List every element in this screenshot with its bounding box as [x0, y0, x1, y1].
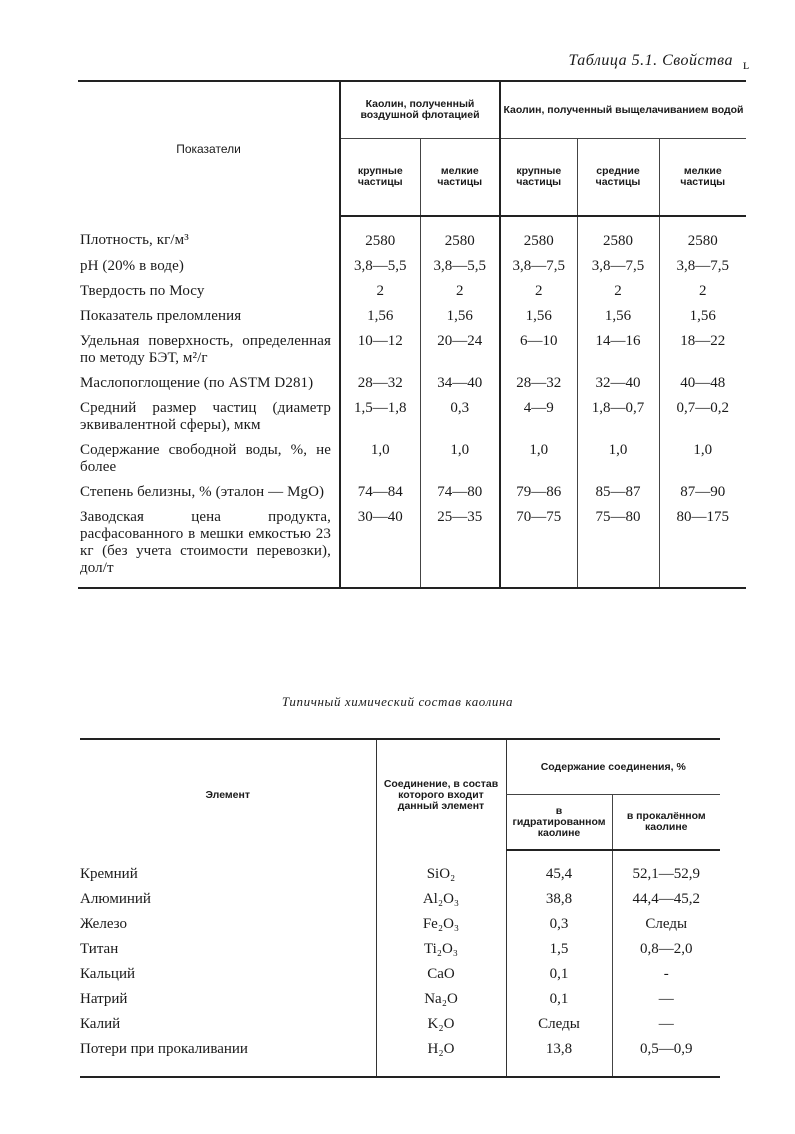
cell: 0,5—0,9	[612, 1037, 720, 1077]
compound-formula: Ti₂O₃	[376, 937, 506, 962]
header-compound: Соединение, в состав которого входит данный элемент	[376, 739, 506, 850]
subheader-air-fine: мелкие частицы	[420, 139, 500, 217]
table-row	[78, 304, 746, 329]
table-row	[78, 279, 746, 304]
cell: 44,4—45,2	[612, 887, 720, 912]
cell: —	[612, 1012, 720, 1037]
cell: 2	[420, 279, 500, 304]
cell: 28—32	[340, 371, 420, 396]
properties-table	[78, 80, 746, 589]
table-row	[78, 254, 746, 279]
table-row	[78, 216, 746, 254]
element-name: Потери при прокаливании	[80, 1037, 376, 1077]
cell: 18—22	[659, 329, 746, 371]
compound-formula: Na₂O	[376, 987, 506, 1012]
cell: 70—75	[500, 505, 577, 588]
compound-formula: Fe₂O₃	[376, 912, 506, 937]
cell: 3,8—5,5	[420, 254, 500, 279]
header-calcined: в прокалённом каолине	[612, 795, 720, 851]
table-row	[80, 962, 720, 987]
cell: 1,5—1,8	[340, 396, 420, 438]
cell: 52,1—52,9	[612, 850, 720, 887]
header-group-water: Каолин, полученный выщелачиванием водой	[500, 81, 746, 139]
row-label: Средний размер частиц (диаметр эквивалентной сферы), мкм	[80, 400, 331, 433]
cell: 3,8—5,5	[340, 254, 420, 279]
cell: 0,1	[506, 987, 612, 1012]
cell: 74—80	[420, 480, 500, 505]
cell: 30—40	[340, 505, 420, 588]
row-label: Степень белизны, % (эталон — MgO)	[80, 484, 325, 500]
cell: 87—90	[659, 480, 746, 505]
cell: 3,8—7,5	[577, 254, 659, 279]
cell: 75—80	[577, 505, 659, 588]
header-hydrated: в гидратированном каолине	[506, 795, 612, 851]
row-label: Удельная поверхность, определенная по методу БЭТ, м²/г	[80, 333, 331, 366]
table-row	[80, 912, 720, 937]
table-row	[78, 438, 746, 480]
subheader-air-coarse: крупные частицы	[340, 139, 420, 217]
caption-mark: ʟ	[742, 58, 749, 73]
element-name: Кальций	[80, 966, 136, 982]
cell: 1,0	[577, 438, 659, 480]
cell: 2	[577, 279, 659, 304]
cell: 25—35	[420, 505, 500, 588]
row-label: pH (20% в воде)	[80, 258, 184, 274]
cell: 1,56	[500, 304, 577, 329]
cell: 85—87	[577, 480, 659, 505]
compound-formula: SiO₂	[376, 850, 506, 887]
header-param: Показатели	[78, 81, 340, 216]
cell: 0,8—2,0	[612, 937, 720, 962]
cell: 3,8—7,5	[500, 254, 577, 279]
cell: 1,8—0,7	[577, 396, 659, 438]
table-row	[80, 987, 720, 1012]
cell: 2580	[420, 216, 500, 254]
cell: 1,56	[659, 304, 746, 329]
cell: 6—10	[500, 329, 577, 371]
table-caption: Таблица 5.1. Свойства	[568, 52, 733, 69]
compound-formula: Al₂O₃	[376, 887, 506, 912]
cell: 0,1	[506, 962, 612, 987]
row-label: Заводская цена продукта, расфасованного в мешки емкостью 23 кг (без учета стоимости перевозки), дол/т	[78, 505, 340, 588]
compound-formula: H₂O	[376, 1037, 506, 1077]
table-row	[80, 887, 720, 912]
row-label: Маслопоглощение (по ASTM D281)	[80, 375, 314, 391]
cell: 0,7—0,2	[659, 396, 746, 438]
table-row	[78, 371, 746, 396]
table-row	[80, 937, 720, 962]
cell: —	[612, 987, 720, 1012]
row-label: Твердость по Мосу	[80, 283, 205, 299]
cell: 32—40	[577, 371, 659, 396]
cell: 3,8—7,5	[659, 254, 746, 279]
cell: Следы	[506, 1012, 612, 1037]
cell: 0,3	[420, 396, 500, 438]
compound-formula: K₂O	[376, 1012, 506, 1037]
element-name: Натрий	[80, 991, 128, 1007]
row-label: Плотность, кг/м³	[80, 232, 189, 248]
subheader-water-medium: средние частицы	[577, 139, 659, 217]
header-content: Содержание соединения, %	[506, 739, 720, 795]
table-row	[78, 505, 746, 588]
table-row	[80, 1012, 720, 1037]
cell: 1,5	[506, 937, 612, 962]
cell: 79—86	[500, 480, 577, 505]
cell: 80—175	[659, 505, 746, 588]
chemical-composition-title: Типичный химический состав каолина	[281, 694, 514, 709]
element-name: Кремний	[80, 865, 138, 882]
subheader-water-coarse: крупные частицы	[500, 139, 577, 217]
cell: 38,8	[506, 887, 612, 912]
element-name: Алюминий	[80, 891, 151, 907]
cell: 13,8	[506, 1037, 612, 1077]
cell: 2580	[340, 216, 420, 254]
cell: 45,4	[506, 850, 612, 887]
cell: 2	[659, 279, 746, 304]
cell: 2580	[577, 216, 659, 254]
cell: 1,0	[340, 438, 420, 480]
cell: 20—24	[420, 329, 500, 371]
row-label: Показатель преломления	[80, 308, 242, 324]
cell: 34—40	[420, 371, 500, 396]
table-row	[78, 480, 746, 505]
cell: 1,56	[420, 304, 500, 329]
table-row	[80, 850, 720, 887]
header-group-air: Каолин, полученный воздушной флотацией	[340, 81, 500, 139]
element-name: Калий	[80, 1016, 121, 1032]
row-label: Содержание свободной воды, %, не более	[80, 442, 331, 475]
table-row	[80, 1037, 720, 1077]
cell: 74—84	[340, 480, 420, 505]
element-name: Железо	[80, 916, 127, 932]
cell: 40—48	[659, 371, 746, 396]
cell: 10—12	[340, 329, 420, 371]
table-row	[78, 396, 746, 438]
cell: 28—32	[500, 371, 577, 396]
table-row	[78, 329, 746, 371]
cell: -	[612, 962, 720, 987]
cell: 1,56	[340, 304, 420, 329]
cell: 2	[500, 279, 577, 304]
cell: 1,0	[500, 438, 577, 480]
cell: 4—9	[500, 396, 577, 438]
cell: 1,56	[577, 304, 659, 329]
chemical-composition-table	[80, 738, 720, 1078]
element-name: Титан	[80, 941, 119, 957]
subheader-water-fine: мелкие частицы	[659, 139, 746, 217]
cell: 1,0	[659, 438, 746, 480]
cell: 0,3	[506, 912, 612, 937]
header-element: Элемент	[80, 739, 376, 850]
cell: 2	[340, 279, 420, 304]
compound-formula: CaO	[376, 962, 506, 987]
cell: 2580	[500, 216, 577, 254]
cell: 2580	[659, 216, 746, 254]
cell: Следы	[612, 912, 720, 937]
cell: 1,0	[420, 438, 500, 480]
cell: 14—16	[577, 329, 659, 371]
